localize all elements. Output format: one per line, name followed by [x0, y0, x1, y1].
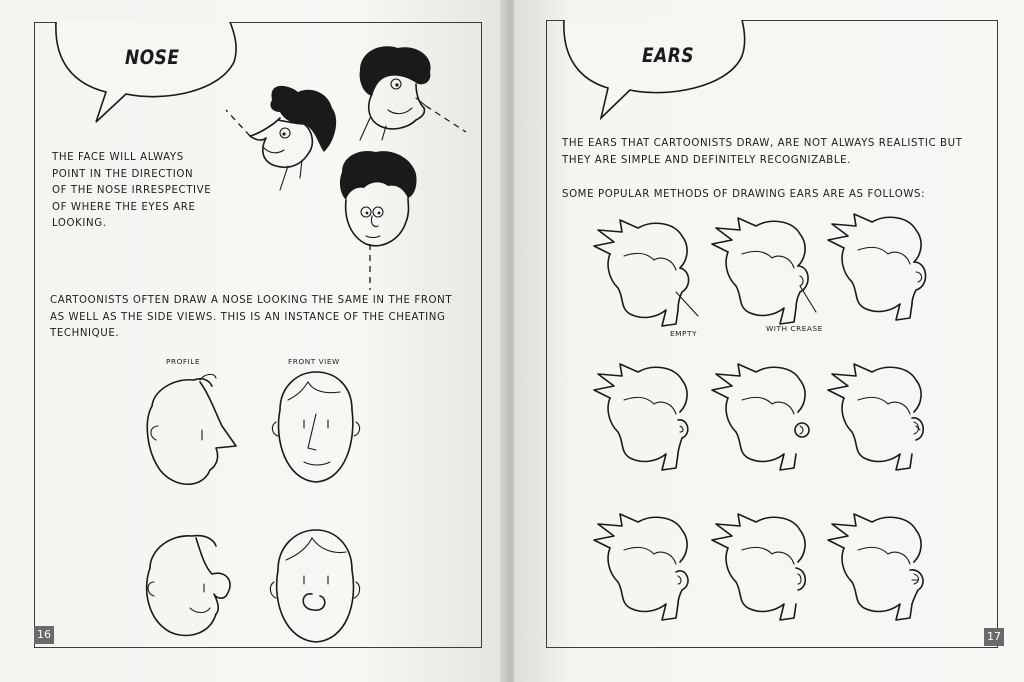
direction-faces-illustration: [220, 40, 480, 290]
ear-style-curl: [828, 214, 926, 320]
profile-head-pointed-nose: [147, 374, 236, 484]
profile-label: PROFILE: [166, 357, 201, 366]
ears-title: EARS: [642, 44, 695, 68]
profile-head-round-nose: [147, 536, 230, 636]
ear-style-with-crease: [712, 218, 816, 324]
face-front-facing: [340, 151, 417, 290]
ear-style-row2-c: [828, 364, 923, 470]
cheating-technique-text: CARTOONISTS OFTEN DRAW A NOSE LOOKING THE SAME IN THE FRONT AS WELL AS THE SIDE VIEWS. THIS IS AN INSTANCE OF THE CHEATING TECHNIQUE.: [50, 295, 453, 339]
nose-intro-text: THE FACE WILL ALWAYS POINT IN THE DIRECTION OF THE NOSE IRRESPECTIVE OF WHERE THE EYES ARE LOOKING.: [52, 152, 212, 229]
ear-style-empty: [594, 220, 698, 326]
face-right-facing: [360, 46, 466, 140]
ears-title-bubble: [546, 20, 756, 125]
page-number-left: 16: [34, 626, 54, 644]
ears-methods-text: SOME POPULAR METHODS OF DRAWING EARS ARE AS FOLLOWS:: [562, 189, 926, 200]
nose-title: NOSE: [125, 46, 180, 70]
page-number-right: 17: [984, 628, 1004, 646]
front-view-label: FRONT VIEW: [288, 357, 340, 366]
face-left-facing: [226, 86, 336, 190]
ear-style-row2-b: [712, 364, 809, 470]
profile-front-illustration: [130, 370, 370, 650]
ears-grid-illustration: [590, 210, 950, 630]
crease-ear-label: WITH CREASE: [766, 324, 823, 333]
ear-style-row3-b: [712, 514, 805, 620]
ear-style-row3-a: [594, 514, 688, 620]
ear-style-row2-a: [594, 364, 688, 470]
front-head-pointed-nose: [272, 372, 359, 482]
empty-ear-label: EMPTY: [670, 329, 698, 338]
nose-title-bubble: [34, 22, 244, 132]
front-head-round-nose: [270, 530, 359, 642]
ears-intro-text: THE EARS THAT CARTOONISTS DRAW, ARE NOT ALWAYS REALISTIC BUT THEY ARE SIMPLE AND DEFINITELY RECOGNIZABLE.: [562, 138, 963, 166]
ear-style-row3-c: [828, 514, 923, 620]
